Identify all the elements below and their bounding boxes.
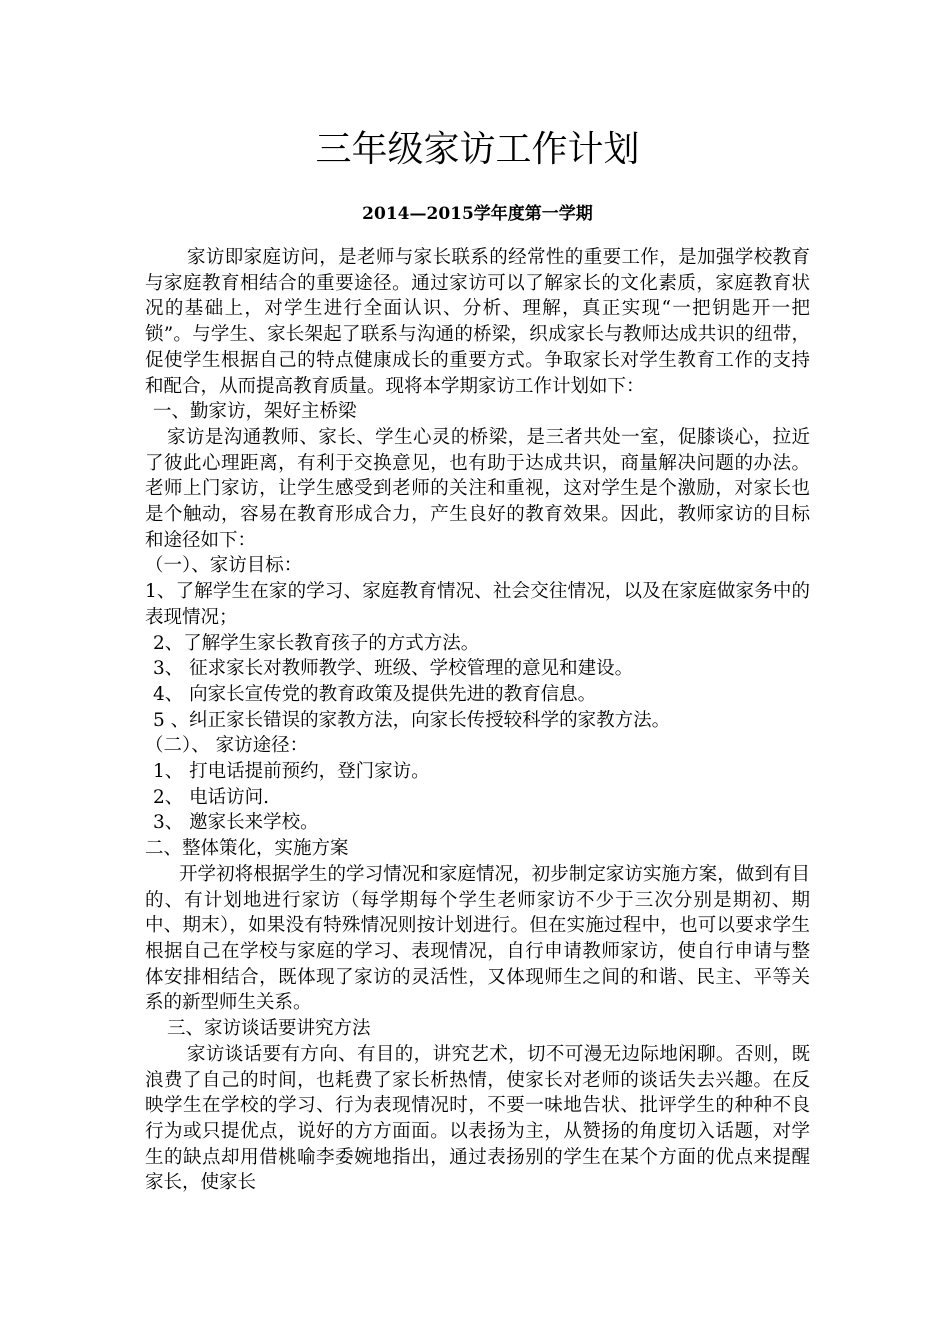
- method-item-1: 1、 打电话提前预约，登门家访。: [153, 761, 430, 783]
- method-item-3: 3、 邀家长来学校。: [153, 812, 319, 834]
- document-subtitle: 2014—2015学年度第一学期: [362, 204, 593, 224]
- section-3-paragraph: 家访谈话要有方向、有目的，讲究艺术，切不可漫无边际地闲聊。否则，既浪费了自己的时间，也耗费了家长析热情，使家长对老师的谈话失去兴趣。在反映学生在学校的学习、行为表现情况时，不要一味地告状、批评学生的种种不良行为或只提优点，说好的方方面面。以表扬为主，从赞扬的角度切入话题，对学生的缺点却用借桃喻李委婉地指出，通过表扬别的学生在某个方面的优点来提醒家长，使家长: [145, 1043, 810, 1194]
- goal-item-3: 3、 征求家长对教师教学、班级、学校管理的意见和建设。: [153, 658, 634, 680]
- goal-item-2: 2、了解学生家长教育孩子的方式方法。: [153, 632, 480, 654]
- method-item-2: 2、 电话访问.: [153, 786, 270, 808]
- section-heading-1: 一、勤家访，架好主桥梁: [153, 401, 357, 423]
- goal-item-5: 5 、纠正家长错误的家教方法，向家长传授较科学的家教方法。: [153, 709, 671, 731]
- section-1-paragraph: 家访是沟通教师、家长、学生心灵的桥梁，是三者共处一室，促膝谈心，拉近了彼此心理距离，有利于交换意见，也有助于达成共识，商量解决问题的办法。老师上门家访，让学生感受到老师的关注和重视，这对学生是个激励，对家长也是个触动，容易在教育形成合力，产生良好的教育效果。因此，教师家访的目标和途径如下：: [145, 426, 810, 551]
- intro-paragraph: 家访即家庭访问，是老师与家长联系的经常性的重要工作，是加强学校教育与家庭教育相结合的重要途径。通过家访可以了解家长的文化素质，家庭教育状况的基础上，对学生进行全面认识、分析、理解，真正实现“一把钥匙开一把锁”。与学生、家长架起了联系与沟通的桥梁，织成家长与教师达成共识的纽带，促使学生根据自己的特点健康成长的重要方式。争取家长对学生教育工作的支持和配合，从而提高教育质量。现将本学期家访工作计划如下：: [145, 247, 810, 397]
- subsection-heading-goals: （一）、家访目标：: [145, 555, 303, 577]
- document-body: [145, 245, 810, 1196]
- document-title: 三年级家访工作计划: [315, 129, 640, 170]
- section-2-paragraph: 开学初将根据学生的学习情况和家庭情况，初步制定家访实施方案，做到有目的、有计划地进行家访（每学期每个学生老师家访不少于三次分别是期初、期中、期末），如果没有特殊情况则按计划进行。但在实施过程中，也可以要求学生根据自己在学校与家庭的学习、表现情况，自行申请教师家访，使自行申请与整体安排相结合，既体现了家访的灵活性，又体现师生之间的和谐、民主、平等关系的新型师生关系。: [145, 863, 810, 1014]
- section-heading-2: 二、整体策化，实施方案: [145, 838, 349, 860]
- goal-item-1: 1、了解学生在家的学习、家庭教育情况、社会交往情况，以及在家庭做家务中的表现情况；: [145, 581, 810, 628]
- section-heading-3: 三、家访谈话要讲究方法: [167, 1018, 371, 1040]
- subsection-heading-methods: （二）、 家访途径：: [145, 735, 309, 757]
- goal-item-4: 4、 向家长宣传党的教育政策及提供先进的教育信息。: [153, 683, 597, 705]
